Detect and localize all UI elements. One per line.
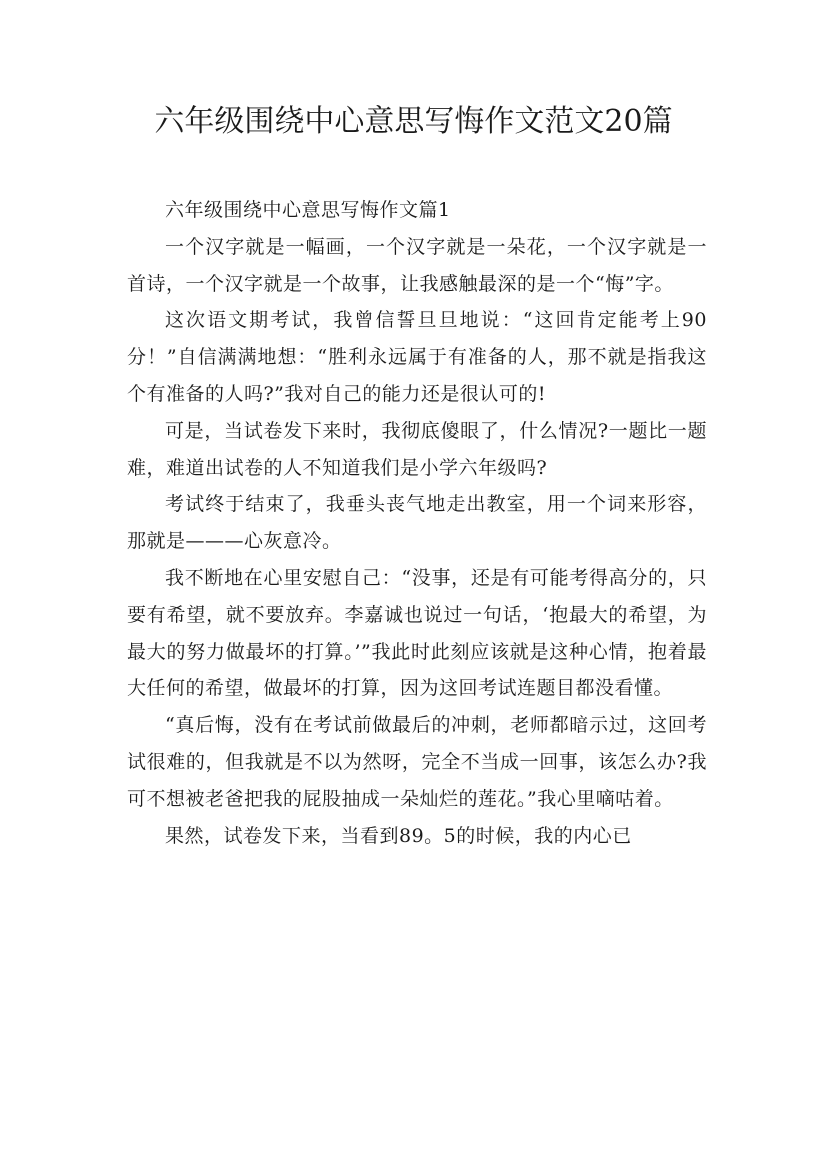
paragraph: 果然，试卷发下来，当看到89。5的时候，我的内心已: [165, 824, 632, 847]
document-body: [127, 192, 707, 854]
page-title: 六年级围绕中心意思写悔作文范文20篇: [154, 104, 673, 139]
paragraph: 考试终于结束了，我垂头丧气地走出教室，用一个词来形容，那就是———心灰意冷。: [127, 493, 707, 553]
paragraph: 一个汉字就是一幅画，一个汉字就是一朵花，一个汉字就是一首诗，一个汉字就是一个故事，让我感触最深的是一个“悔”字。: [127, 235, 707, 295]
paragraph: 我不断地在心里安慰自己：“没事，还是有可能考得高分的，只要有希望，就不要放弃。李嘉诚也说过一句话，‘抱最大的希望，为最大的努力做最坏的打算。’”我此时此刻应该就是这种心情，抱着最大任何的希望，做最坏的打算，因为这回考试连题目都没看懂。: [127, 566, 707, 700]
section-heading: 六年级围绕中心意思写悔作文篇1: [165, 199, 451, 221]
paragraph: “真后悔，没有在考试前做最后的冲刺，老师都暗示过，这回考试很难的，但我就是不以为然呀，完全不当成一回事，该怎么办?我可不想被老爸把我的屁股抽成一朵灿烂的莲花。”我心里嘀咕着。: [127, 714, 707, 810]
paragraph: 可是，当试卷发下来时，我彻底傻眼了，什么情况?一题比一题难，难道出试卷的人不知道我们是小学六年级吗?: [127, 419, 707, 479]
paragraph: 这次语文期考试，我曾信誓旦旦地说：“这回肯定能考上90分！”自信满满地想：“胜利永远属于有准备的人，那不就是指我这个有准备的人吗?”我对自己的能力还是很认可的!: [127, 309, 707, 405]
